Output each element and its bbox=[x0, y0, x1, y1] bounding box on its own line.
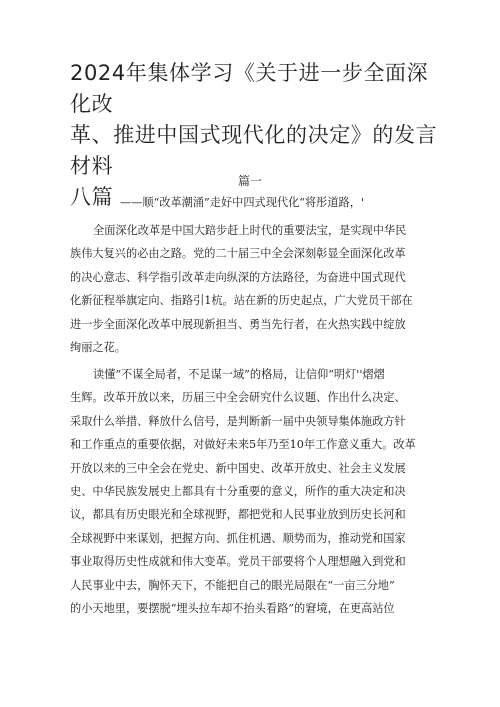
paragraph-line: 开放以来的三中全会在党史、新中国史、改革开放史、社会主义发展 bbox=[70, 461, 406, 475]
paragraph-line: 议，都具有历史眼光和全球视野，都把党和人民事业放到历史长河和 bbox=[70, 508, 406, 522]
title-line-3: 八篇 bbox=[70, 185, 114, 209]
paragraph-line: 化新征程举旗定向、指路引1杭。站在新的历史起点，广大党员干部在 bbox=[70, 294, 413, 308]
paragraph-line: 绚丽之花。 bbox=[70, 340, 126, 354]
document-title bbox=[70, 58, 440, 213]
paragraph-line: 族伟大复兴的必由之路。党的二十届三中全会深刻彰显全面深化改革 bbox=[70, 247, 406, 261]
paragraph-line: 和工作重点的重要依据，对做好未来5年乃至10年工作意义重大。改革 bbox=[70, 438, 416, 452]
paragraph-line: 的决心意志、科学指引改革走向纵深的方法路径，为奋进中国式现代 bbox=[70, 270, 406, 284]
paragraph-line: 全面深化改革是中国大踣步赶上时代的重要法宝，是实现中华民 bbox=[93, 224, 407, 237]
paragraph-line: 全球视野中来谋划，把握方向、抓住机遇、顺势而为，推动党和国家 bbox=[70, 531, 406, 545]
paragraph-line: 事业取得历史性成就和伟大变革。党员干部要将个人理想融入到党和 bbox=[70, 555, 406, 569]
paragraph-line: 读懂“不谋全局者，不足谋一域”的格局，让信仰“明灯''熠熠 bbox=[93, 368, 385, 381]
title-line-2: 革、推进中国式现代化的决定》的发言材料 bbox=[70, 123, 438, 178]
paragraph-line: 人民事业中去，胸怀天下，不能把自己的眼光局限在“一亩三分地” bbox=[70, 578, 395, 592]
paragraph-line: 的小天地里，要摆脱“埋头拉车却不抬头看路”的窘境，在更高站位 bbox=[70, 601, 395, 615]
paragraph-line: 史、中华民族发展史上都具有十分重要的意义，所作的重大决定和决 bbox=[70, 484, 406, 498]
paragraph-line: 进一步全面深化改革中展现新担当、勇当先行者，在火热实践中绽放 bbox=[70, 317, 406, 331]
paragraph-1 bbox=[70, 219, 440, 359]
paragraph-line: 采取什么举措、释放什么信号，是判断新一届中央领导集体施政方针 bbox=[70, 414, 406, 428]
paragraph-line: 生辉。改革开放以来，历届三中全会研究什么议题、作出什么决定、 bbox=[70, 391, 406, 405]
section-heading: 篇一 bbox=[237, 174, 262, 188]
section-subtitle: ——顺“改革潮涌”走好中四式现代化“将彤道路，' bbox=[120, 196, 364, 209]
paragraph-2 bbox=[70, 363, 440, 620]
title-line-1: 2024年集体学习《关于进一步全面深化改 bbox=[70, 61, 429, 116]
